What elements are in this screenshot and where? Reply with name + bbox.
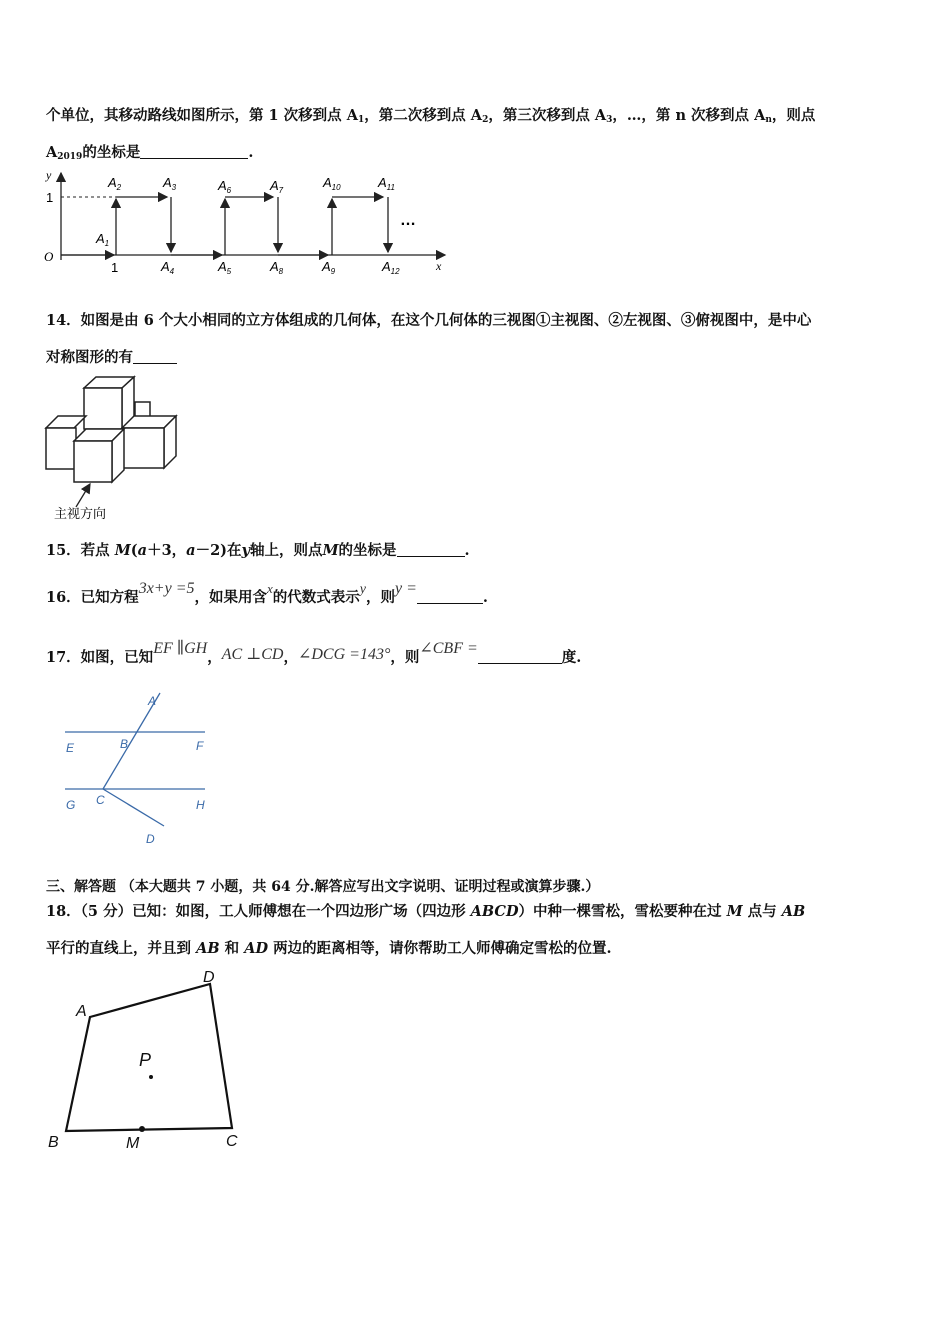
tick-1-x: 1 [111, 260, 119, 275]
label-d: D [203, 969, 215, 986]
point-label: A [382, 259, 391, 274]
q14-line-2 [46, 346, 177, 367]
point-label: A [108, 175, 117, 190]
point-labels [95, 175, 400, 276]
label-g: G [66, 798, 76, 812]
text: 17．如图，已知 [46, 649, 154, 666]
text: . [248, 144, 254, 161]
point-sub: 2 [116, 183, 122, 192]
text: 平行的直线上，并且到 [46, 940, 197, 957]
tick-1-y: 1 [46, 190, 54, 205]
intro-line-1 [46, 104, 815, 125]
text: －2)在 [195, 542, 242, 559]
var: AB [781, 903, 806, 920]
figure-labels [66, 694, 205, 846]
text: ，…，第 n 次移到点 A [612, 107, 766, 124]
text: ，如果用含 [194, 589, 267, 606]
var: a [137, 542, 148, 559]
svg-text:A3 [162, 175, 177, 192]
text: ( [130, 542, 138, 559]
section-title: 三、解答题 （本大题共 7 小题，共 64 分.解答应写出文字说明、证明过程或演算步骤.） [46, 879, 600, 895]
point-label: A [322, 259, 331, 274]
question-text: 14．如图是由 6 个大小相同的立方体组成的几何体，在这个几何体的三视图①主视图、②左视图、③俯视图中，是中心 [46, 312, 812, 329]
point-sub: 4 [169, 267, 175, 276]
answer-blank[interactable] [397, 542, 465, 557]
point-sub: 11 [386, 183, 395, 192]
point-sub: 5 [226, 267, 232, 276]
label-a: A [76, 1003, 87, 1020]
svg-text:A12 [381, 259, 400, 276]
q16 [46, 580, 488, 607]
equation: EF ∥GH [153, 640, 208, 657]
point-sub: 3 [171, 183, 177, 192]
q14-line-1 [46, 309, 811, 330]
answer-blank[interactable] [133, 349, 177, 364]
subscript: n [765, 115, 772, 125]
question-text: 对称图形的有 [46, 349, 133, 366]
figure-lines [65, 693, 205, 826]
origin-label: O [44, 249, 54, 264]
point-p [149, 1075, 153, 1079]
text: 的代数式表示 [272, 589, 360, 606]
label-b: B [120, 737, 129, 751]
point-label: A [96, 231, 105, 246]
ellipsis: … [400, 212, 416, 229]
direction-arrow [76, 484, 90, 507]
label-m: M [126, 1135, 140, 1152]
var: AD [244, 940, 269, 957]
var: a [186, 542, 196, 559]
svg-text:A9 [321, 259, 336, 276]
label-p: P [139, 1050, 152, 1070]
equation: ∠CBF = [419, 640, 478, 657]
point-sub: 6 [226, 186, 232, 195]
var: M [114, 542, 131, 559]
q17 [46, 640, 582, 667]
text: A [46, 144, 58, 161]
label-e: E [66, 741, 75, 755]
text: . [482, 589, 488, 606]
point-m [139, 1126, 145, 1132]
equation: 3x+y =5 [138, 580, 195, 597]
subscript: 2019 [57, 152, 83, 162]
subscript: 1 [357, 115, 365, 125]
point-label: A [270, 259, 279, 274]
text: 个单位，其移动路线如图所示，第 1 次移到点 A [46, 107, 358, 124]
text: ，则点 [771, 107, 816, 124]
view-direction-label: 主视方向 [54, 506, 107, 521]
point-sub: 7 [278, 186, 284, 195]
text: ， [283, 649, 298, 666]
y-label: y [46, 168, 52, 182]
label-b: B [48, 1134, 59, 1151]
equation: ∠DCG =143° [297, 646, 391, 663]
text: ，第三次移到点 A [488, 107, 607, 124]
text: 两边的距离相等，请你帮助工人师傅确定雪松的位置. [268, 940, 612, 957]
text: ＋3， [147, 542, 187, 559]
text: ）中种一棵雪松，雪松要种在过 [518, 903, 727, 920]
point-label: A [323, 175, 332, 190]
text: ， [207, 649, 222, 666]
svg-text:A5 [217, 259, 232, 276]
section-3-title [46, 876, 599, 896]
text: 的坐标是 [82, 144, 141, 161]
q18-line-2 [46, 937, 612, 958]
text: ，则 [365, 589, 395, 606]
parallel-lines-figure [60, 690, 220, 850]
svg-text:A10 [322, 175, 341, 192]
answer-blank[interactable] [417, 589, 483, 604]
q18-line-1 [46, 900, 805, 921]
answer-blank[interactable] [140, 144, 248, 159]
point-sub: 9 [330, 267, 336, 276]
var: ABCD [470, 903, 519, 920]
var: M [322, 542, 339, 559]
point-label: A [161, 259, 170, 274]
cube-figure [40, 372, 200, 527]
label-c: C [96, 793, 105, 807]
svg-text:A11 [377, 175, 395, 192]
subscript: 3 [606, 115, 613, 125]
x-label: x [436, 259, 442, 273]
q15 [46, 539, 470, 560]
var: x [266, 581, 273, 596]
text: 度. [561, 649, 582, 666]
label-a: A [148, 694, 157, 708]
var: y [359, 582, 366, 597]
equation: AC ⊥CD [221, 646, 284, 663]
var: M [726, 903, 743, 920]
quadrilateral-figure [40, 962, 260, 1162]
var: y [241, 542, 250, 559]
svg-text:A8 [269, 259, 284, 276]
svg-text:A7 [269, 178, 284, 195]
text: 点与 [742, 903, 782, 920]
label-h: H [196, 798, 205, 812]
svg-text:A6 [217, 178, 232, 195]
svg-text:A1 [95, 231, 109, 248]
label-f: F [196, 739, 204, 753]
var: AB [196, 940, 220, 957]
text: 轴上，则点 [249, 542, 323, 559]
point-label: A [218, 178, 227, 193]
text: ，则 [390, 649, 420, 666]
text: 16．已知方程 [46, 589, 139, 606]
point-sub: 12 [390, 267, 400, 276]
cubes [46, 377, 176, 482]
text: . [464, 542, 470, 559]
path-arrows [61, 197, 388, 255]
path-diagram [40, 165, 460, 280]
quad-labels [48, 969, 238, 1152]
point-label: A [270, 178, 279, 193]
text: ，第二次移到点 A [364, 107, 483, 124]
point-sub: 1 [104, 239, 110, 248]
equation: y = [394, 580, 417, 597]
subscript: 2 [482, 115, 489, 125]
point-label: A [163, 175, 172, 190]
text: 18．（5 分）已知：如图，工人师傅想在一个四边形广场（四边形 [46, 903, 471, 920]
point-sub: 10 [331, 183, 341, 192]
text: 的坐标是 [338, 542, 397, 559]
label-c: C [226, 1133, 238, 1150]
answer-blank[interactable] [478, 649, 562, 664]
text: 15．若点 [46, 542, 115, 559]
point-sub: 8 [278, 267, 284, 276]
point-label: A [218, 259, 227, 274]
label-d: D [146, 832, 155, 846]
point-label: A [378, 175, 387, 190]
svg-text:A4 [160, 259, 175, 276]
text: 和 [219, 940, 245, 957]
svg-text:A2 [107, 175, 122, 192]
intro-line-2 [46, 141, 253, 162]
